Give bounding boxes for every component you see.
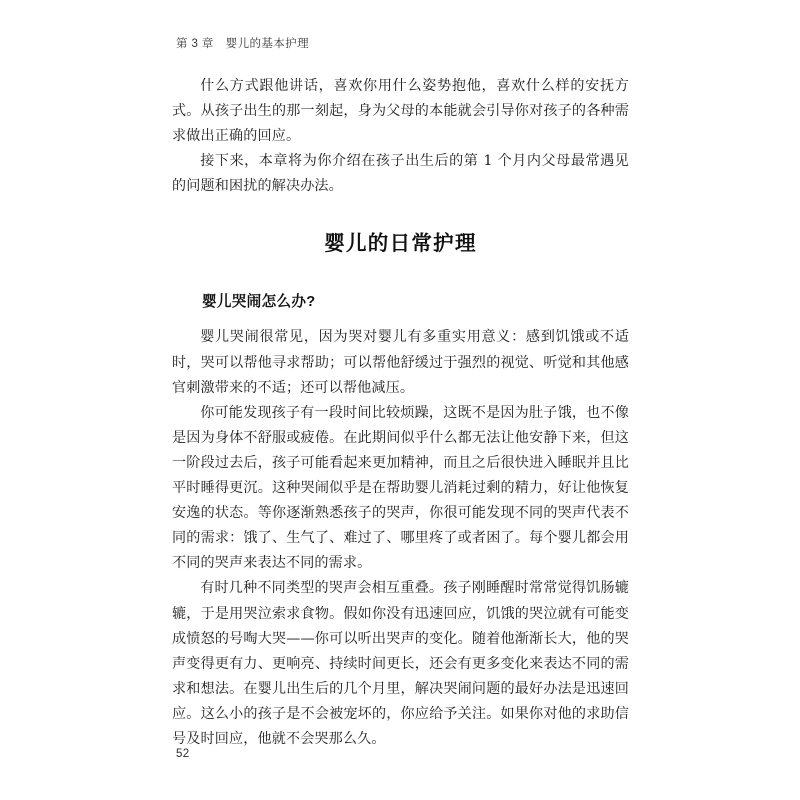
running-head: 第 3 章 婴儿的基本护理: [176, 38, 309, 50]
text-column: [172, 74, 629, 752]
paragraph: 什么方式跟他讲话，喜欢你用什么姿势抱他，喜欢什么样的安抚方式。从孩子出生的那一刻起，身为父母的本能就会引导你对孩子的各种需求做出正确的回应。: [172, 78, 629, 145]
sub-heading: 婴儿哭闹怎么办?: [202, 294, 316, 311]
paragraph: 婴儿哭闹很常见，因为哭对婴儿有多重实用意义：感到饥饿或不适时，哭可以帮他寻求帮助；可以帮他舒缓过于强烈的视觉、听觉和其他感官刺激带来的不适；还可以帮他减压。: [172, 329, 629, 396]
page-number: 52: [176, 748, 190, 760]
paragraph: 有时几种不同类型的哭声会相互重叠。孩子刚睡醒时常常觉得饥肠辘辘，于是用哭泣索求食物。假如你没有迅速回应，饥饿的哭泣就有可能变成愤怒的号啕大哭——你可以听出哭声的变化。随着他渐渐长大，他的哭声变得更有力、更响亮、持续时间更长，还会有更多变化来表达不同的需求和想法。在婴儿出生后的几个月里，解决哭闹问题的最好办法是迅速回应。这么小的孩子是不会被宠坏的，你应给予关注。如果你对他的求助信号及时回应，他就不会哭那么久。: [172, 580, 629, 747]
paragraph: 你可能发现孩子有一段时间比较烦躁，这既不是因为肚子饿，也不像是因为身体不舒服或疲倦。在此期间似乎什么都无法让他安静下来，但这一阶段过去后，孩子可能看起来更加精神，而且之后很快进入睡眠并且比平时睡得更沉。这种哭闹似乎是在帮助婴儿消耗过剩的精力，好让他恢复安逸的状态。等你逐渐熟悉孩子的哭声，你很可能发现不同的哭声代表不同的需求：饿了、生气了、难过了、哪里疼了或者困了。每个婴儿都会用不同的哭声来表达不同的需求。: [172, 404, 629, 572]
spacer: [172, 199, 629, 229]
section-heading: 婴儿的日常护理: [324, 231, 477, 256]
spacer: [172, 257, 629, 291]
paragraph: 接下来，本章将为你介绍在孩子出生后的第 1 个月内父母最常遇见的问题和困扰的解决办法。: [172, 153, 629, 195]
spacer: [172, 313, 629, 325]
